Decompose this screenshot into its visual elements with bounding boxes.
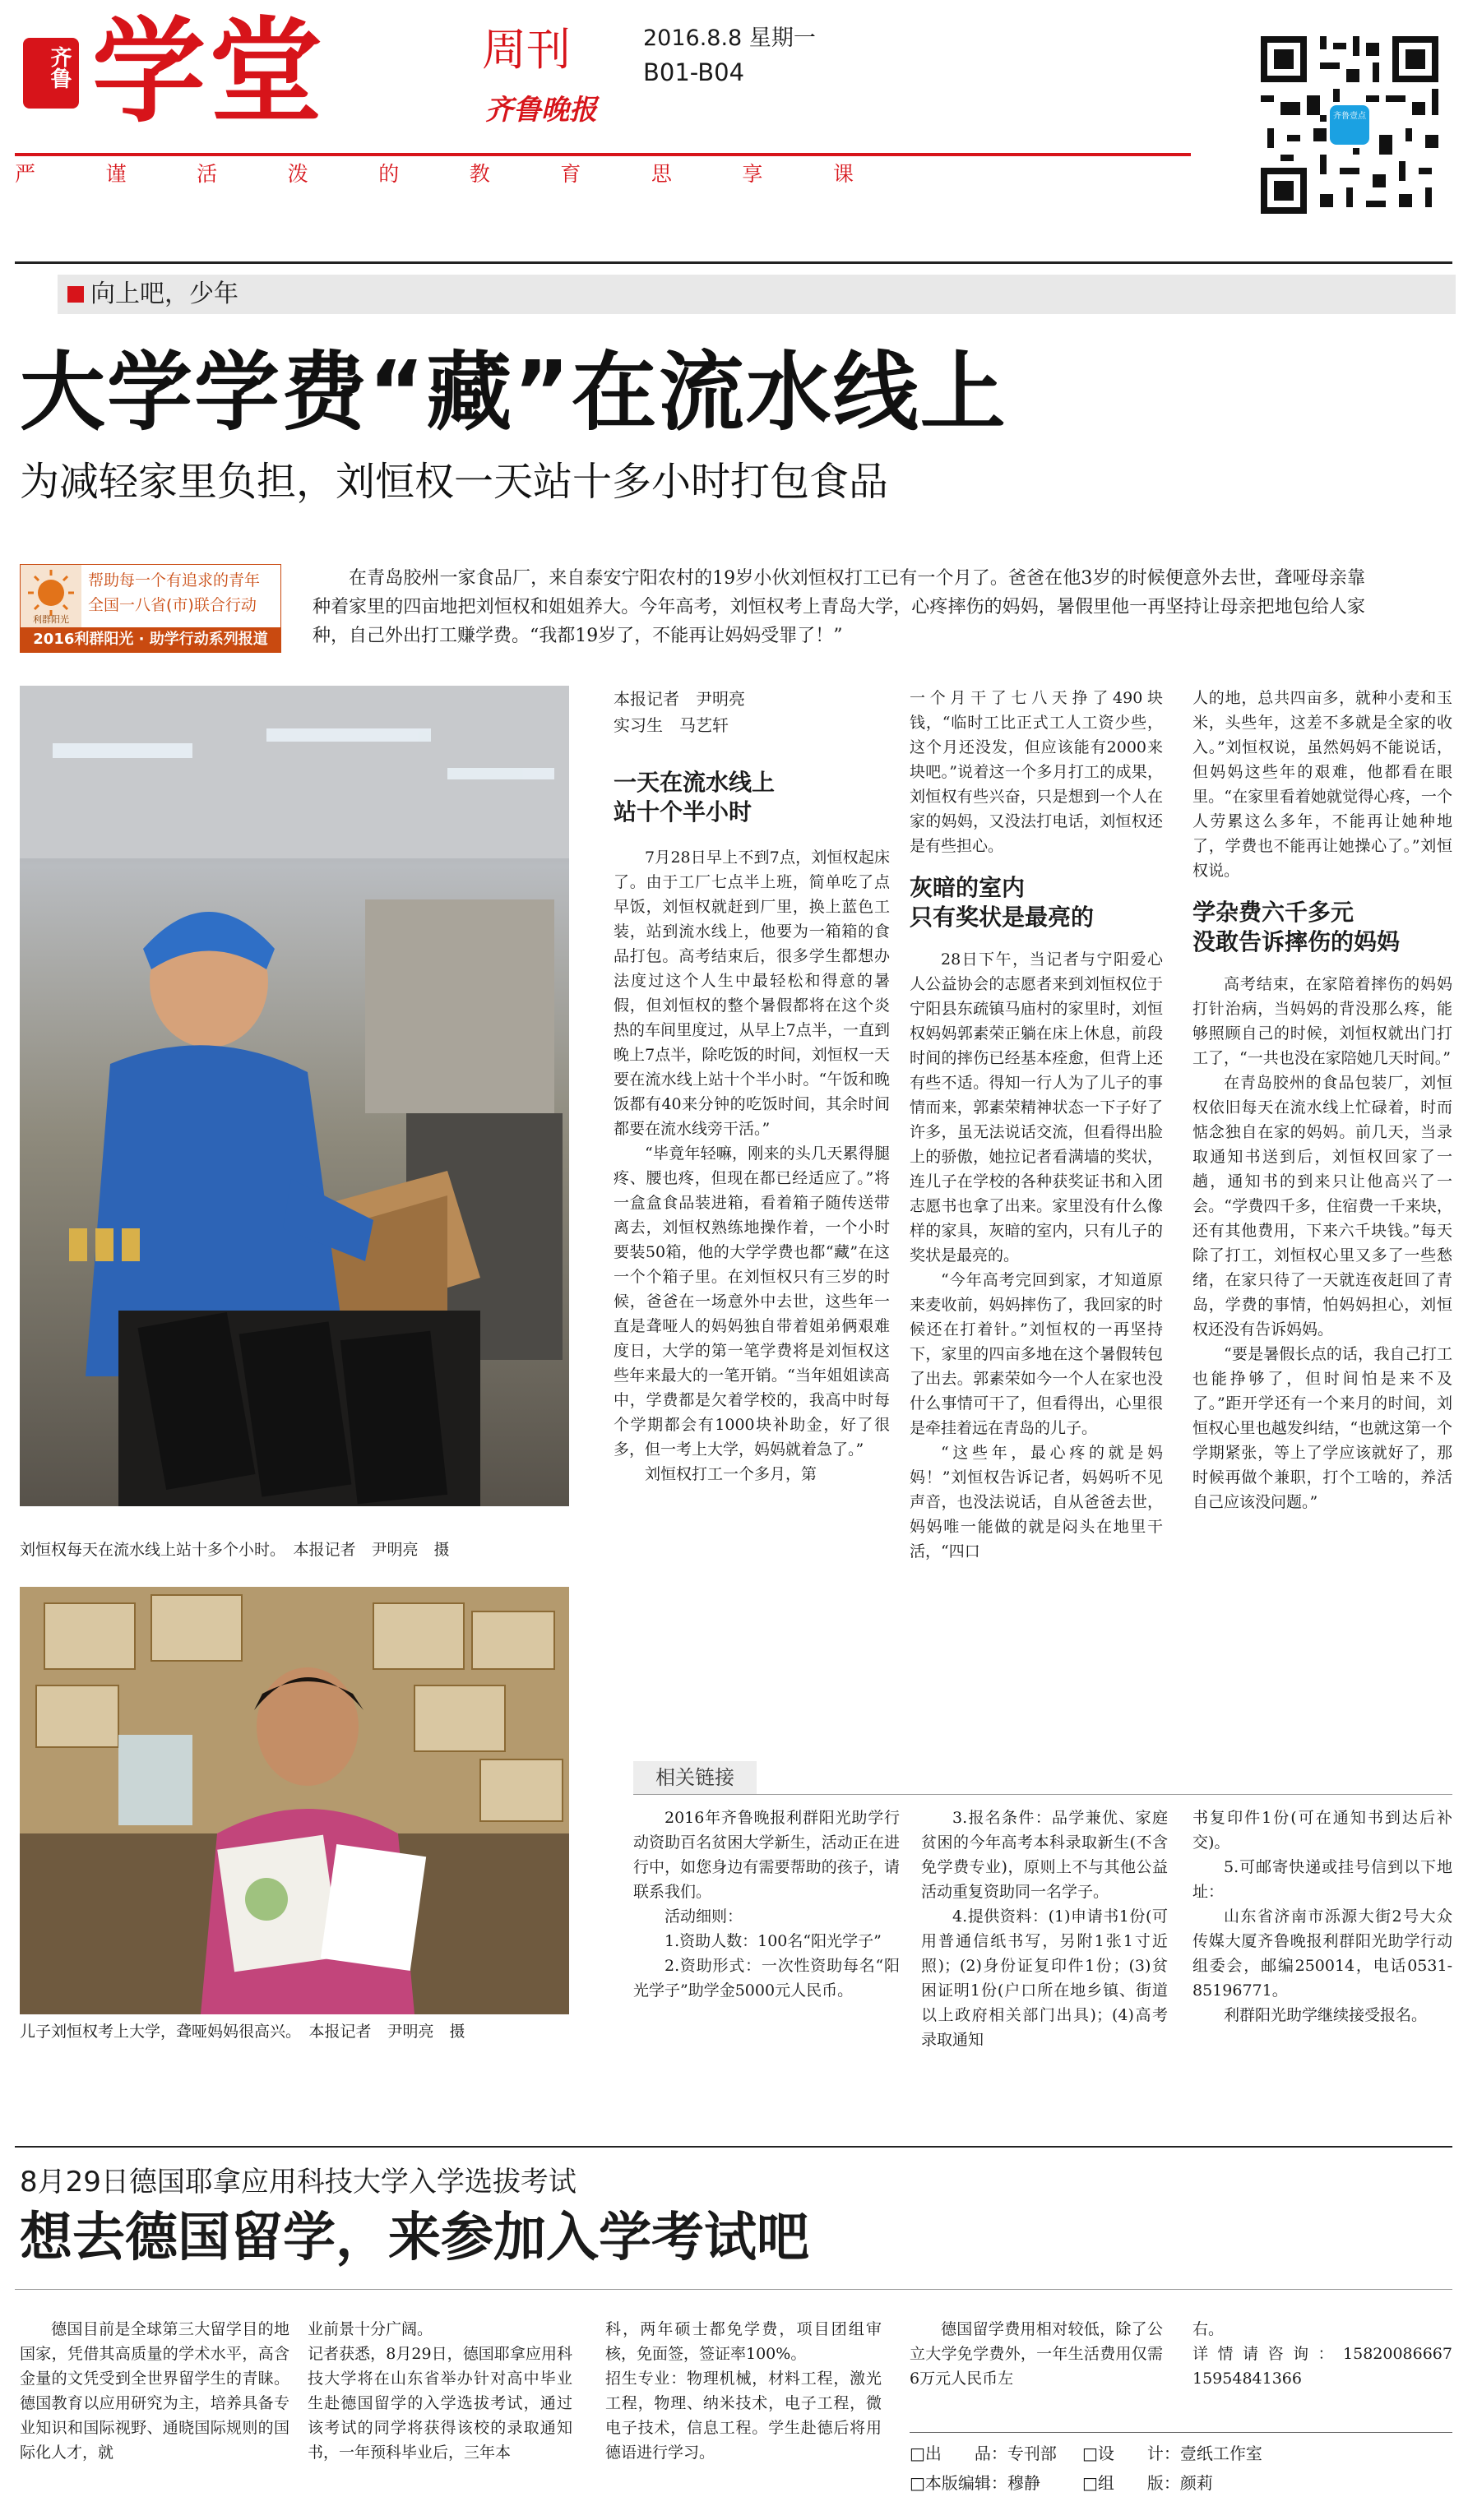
credit-designer: □设 计：壹纸工作室: [1082, 2444, 1262, 2463]
column-2-text: [910, 947, 1163, 1564]
qr-center-label: 齐鲁壹点: [1333, 112, 1366, 121]
paragraph: 人的地，总共四亩多，就种小麦和玉米，头些年，这差不多就是全家的收入。”刘恒权说，虽然妈妈不能说话，但妈妈这些年的艰难，他都看在眼里。“在家里看着她就觉得心疼，一个人劳累这么多年，不能再让她种地了，学费也不能再让她操心了。”刘恒权说。: [1192, 689, 1452, 880]
story2-column-4: [910, 2317, 1163, 2391]
story2-top-rule: [15, 2146, 1452, 2148]
paragraph: 7月28日早上不到7点，刘恒权起床了。由于工厂七点半上班，简单吃了点早饭，刘恒权就赶到厂里，换上蓝色工装，站到流水线上，他要为一箱箱的食品打包。高考结束后，很多学生都想办法度过这个人生中最轻松和得意的暑假，但刘恒权的整个暑假都将在这个炎热的车间里度过，从早上7点半，一直到晚上7点半，除吃饭的时间，刘恒权一天要在流水线上站十个半小时。“午饭和晚饭都有40来分钟的吃饭时间，其余时间都要在流水线旁干活。”: [614, 848, 890, 1138]
footer-credits: [910, 2432, 1452, 2514]
story2-divider: [15, 2289, 1452, 2290]
credit-layout: □组 版：颜莉: [1082, 2473, 1213, 2493]
slogan-char: 课: [832, 162, 854, 186]
related-label-box: [633, 1761, 757, 1794]
qr-code-icon: [1254, 30, 1445, 220]
badge-logo-text: 利群阳光: [33, 614, 69, 625]
column-3-top: [1192, 686, 1452, 883]
section-label: 向上吧，少年: [90, 280, 238, 308]
related-paragraph: 5.可邮寄快递或挂号信到以下地址：: [1192, 1858, 1452, 1901]
body-column-3: [1192, 686, 1452, 1763]
byline-reporter: 本报记者 尹明亮: [614, 689, 745, 709]
slogan-char: 严: [15, 162, 36, 186]
story2-column-3: [605, 2317, 882, 2465]
brand-title: 学堂: [92, 6, 326, 138]
slogan: [15, 160, 854, 189]
paragraph: 高考结束，在家陪着摔伤的妈妈打针治病，当妈妈的背没那么疼，能够照顾自己的时候，刘恒权就出门打工了，“一共也没在家陪她几天时间。”: [1192, 975, 1452, 1067]
footer-rule: [910, 2432, 1452, 2433]
related-label: 相关链接: [655, 1766, 734, 1789]
section-square-icon: [67, 286, 84, 303]
masthead: [0, 0, 1468, 263]
credit-producer: □出 品：专刊部: [910, 2444, 1057, 2463]
seal-text: 齐鲁: [47, 46, 72, 89]
factory-photo-illustration: [20, 686, 569, 1506]
slogan-char: 泼: [287, 162, 308, 186]
paragraph: 刘恒权打工一个多月，第: [645, 1465, 817, 1483]
paragraph: 右。 详情请咨询：15820086667 15954841366: [1192, 2320, 1452, 2388]
paragraph: “这些年，最心疼的就是妈妈！”刘恒权告诉记者，妈妈听不见声音，也没法说话，自从爸爸去世，妈妈唯一能做的就是闷头在地里干活，“四口: [910, 1444, 1163, 1561]
related-paragraph: 山东省济南市泺源大街2号大众传媒大厦齐鲁晚报利群阳光助学行动组委会，邮编250014，电话0531-85196771。: [1192, 1907, 1452, 2000]
paragraph: “今年高考完回到家，才知道原来麦收前，妈妈摔伤了，我回家的时候还在打着针。”刘恒权的一再坚持下，家里的四亩多地在这个暑假转包了出去。郭素荣如今一个人在家也没什么事情可干了，但看得出，心里很是牵挂着远在青岛的儿子。: [910, 1271, 1163, 1437]
paragraph: 德国目前是全球第三大留学目的地国家，凭借其高质量的学术水平，高含金量的文凭受到全世界留学生的青睐。德国教育以应用研究为主，培养具备专业知识和国际视野、通晓国际规则的国际化人才，就: [20, 2320, 289, 2462]
story-subheadline: 为减轻家里负担，刘恒权一天站十多小时打包食品: [20, 459, 889, 505]
related-paragraph: 2.资助形式：一次性资助每名“阳光学子”助学金5000元人民币。: [633, 1957, 900, 2000]
body-column-2: [910, 686, 1163, 1763]
story-lead: 在青岛胶州一家食品厂，来自泰安宁阳农村的19岁小伙刘恒权打工已有一个月了。爸爸在他3岁的时候便意外去世，聋哑母亲靠种着家里的四亩地把刘恒权和姐姐养大。今年高考，刘恒权考上青岛大学，心疼摔伤的妈妈，暑假里他一再坚持让母亲把地包给人家种，自己外出打工赚学费。“我都19岁了，不能再让妈妈受罪了！”: [313, 568, 1365, 646]
paragraph: 在青岛胶州的食品包装厂，刘恒权依旧每天在流水线上忙碌着，时而惦念独自在家的妈妈。前几天，当录取通知书送到后，刘恒权回家了一趟，通知书的到来只让他高兴了一会。“学费四千多，住宿费一千来块，还有其他费用，下来六千块钱。”每天除了打工，刘恒权心里又多了一些愁绪，在家只待了一天就连夜赶回了青岛，学费的事情，怕妈妈担心，刘恒权还没有告诉妈妈。: [1192, 1074, 1452, 1339]
photo-factory-caption: 刘恒权每天在流水线上站十多个小时。 本报记者 尹明亮 摄: [20, 1541, 450, 1559]
byline-intern: 实习生 马艺轩: [614, 715, 729, 735]
badge-line3: 2016利群阳光 · 助学行动系列报道: [21, 627, 280, 652]
related-paragraph: 书复印件1份(可在通知书到达后补交)。: [1192, 1809, 1452, 1852]
masthead-bottom-rule: [15, 261, 1452, 264]
seal-logo: [23, 38, 79, 109]
slogan-char: 谨: [105, 162, 127, 186]
campaign-badge: [20, 564, 281, 653]
related-column-3: [1192, 1806, 1452, 2028]
photo-mother: [20, 1587, 569, 2014]
issue-pages: B01-B04: [643, 58, 745, 86]
credit-editor: □本版编辑：穆静: [910, 2473, 1040, 2493]
related-paragraph: 活动细则：: [665, 1907, 743, 1926]
story2-column-1: [20, 2317, 289, 2465]
column-2-top: [910, 686, 1163, 858]
column-3-text: [1192, 972, 1452, 1514]
story2-kicker: 8月29日德国耶拿应用科技大学入学选拔考试: [20, 2166, 577, 2199]
subhead-1: 一天在流水线上 站十个半小时: [614, 769, 776, 825]
paragraph: 业前景十分广阔。 记者获悉，8月29日，德国耶拿应用科技大学将在山东省举办针对高中毕业生赴德国留学的入学选拔考试，通过该考试的同学将获得该校的录取通知书，一年预科毕业后，三年本: [308, 2320, 572, 2462]
story-headline: 大学学费“藏”在流水线上: [20, 342, 1007, 442]
story2-column-2: [308, 2317, 572, 2465]
section-bar: [58, 275, 1456, 314]
badge-line1: 帮助每一个有追求的青年: [88, 571, 261, 590]
paragraph: 德国留学费用相对较低，除了公立大学免学费外，一年生活费用仅需6万元人民币左: [910, 2320, 1163, 2388]
paragraph: 28日下午，当记者与宁阳爱心人公益协会的志愿者来到刘恒权位于宁阳县东疏镇马庙村的家里时，刘恒权妈妈郭素荣正躺在床上休息，前段时间的摔伤已经基本痊愈，但背上还有些不适。得知一行人为了儿子的事情而来，郭素荣精神状态一下子好了许多，虽无法说话交流，但看得出脸上的骄傲，她拉记者看满墙的奖状，连儿子在学校的各种获奖证书和入团志愿书也拿了出来。家里没有什么像样的家具，灰暗的室内，只有儿子的奖状是最亮的。: [910, 950, 1163, 1265]
related-paragraph: 1.资助人数：100名“阳光学子”: [665, 1932, 882, 1950]
body-column-1: [614, 686, 890, 1763]
slogan-char: 教: [469, 162, 490, 186]
related-paragraph: 4.提供资料：(1)申请书1份(可用普通信纸书写，另附1张1寸近照)；(2)身份证复印件1份；(3)贫困证明1份(户口所在地乡镇、街道以上政府相关部门出具)；(4)高考录取通知: [921, 1907, 1168, 2049]
related-paragraph: 3.报名条件：品学兼优、家庭贫困的今年高考本科录取新生(不含免学费专业)，原则上不与其他公益活动重复资助同一名学子。: [921, 1809, 1168, 1901]
slogan-char: 活: [197, 162, 218, 186]
masthead-rule: [15, 153, 1191, 156]
paragraph: “要是暑假长点的话，我自己打工也能挣够了，但时间怕是来不及了。”距开学还有一个来月的时间，刘恒权心里也越发纠结，“也就这第一个学期紧张，等上了学应该就好了，那时候再做个兼职，打个工啥的，养活自己应该没问题。”: [1192, 1345, 1452, 1511]
photo-mother-caption: 儿子刘恒权考上大学，聋哑妈妈很高兴。 本报记者 尹明亮 摄: [20, 2023, 465, 2041]
column-1-text: [614, 845, 890, 1487]
paragraph: “毕竟年轻嘛，刚来的头几天累得腿疼、腰也疼，但现在都已经适应了。”将一盒盒食品装进箱，看着箱子随传送带离去，刘恒权熟练地操作着，一个小时要装50箱，他的大学学费也都“藏”在这一个个箱子里。在刘恒权只有三岁的时候，爸爸在一场意外中去世，这些年一直是聋哑人的妈妈独自带着姐弟俩艰难度日，大学的第一笔学费将是刘恒权这些年来最大的一笔开销。“当年姐姐读高中，学费都是欠着学校的，我高中时每个学期都会有1000块补助金，好了很多，但一考上大学，妈妈就着急了。”: [614, 1144, 890, 1459]
slogan-char: 的: [378, 162, 400, 186]
photo-factory: [20, 686, 569, 1506]
related-column-1: [633, 1806, 900, 2003]
subhead-3: 学杂费六千多元 没敢告诉摔伤的妈妈: [1192, 899, 1401, 955]
related-paragraph: 2016年齐鲁晚报利群阳光助学行动资助百名贫困大学新生，活动正在进行中，如您身边有需要帮助的孩子，请联系我们。: [633, 1809, 900, 1901]
related-paragraph: 利群阳光助学继续接受报名。: [1224, 2006, 1428, 2024]
badge-line2: 全国一八省(市)联合行动: [88, 596, 257, 614]
slogan-char: 享: [742, 162, 763, 186]
related-rule: [633, 1794, 1452, 1795]
slogan-char: 思: [651, 162, 672, 186]
subhead-2: 灰暗的室内 只有奖状是最亮的: [910, 874, 1095, 931]
paragraph: 科，两年硕士都免学费，项目团组审核，免面签，签证率100%。 招生专业：物理机械，材料工程，激光工程，物理、纳米技术，电子工程，微电子技术，信息工程。学生赴德后将用德语进行学习。: [605, 2320, 882, 2462]
slogan-char: 育: [560, 162, 581, 186]
story2-column-5: [1192, 2317, 1452, 2391]
issue-date: 2016.8.8 星期一: [643, 25, 816, 51]
paper-name: 齐鲁晚报: [485, 94, 597, 127]
story2-headline: 想去德国留学，来参加入学考试吧: [20, 2208, 809, 2268]
badge-logo: [21, 565, 81, 627]
mother-photo-illustration: [20, 1587, 569, 2014]
weekly-label: 周刊: [482, 24, 571, 76]
paragraph: 一个月干了七八天挣了490块钱，“临时工比正式工人工资少些，这个月还没发，但应该能有2000来块吧。”说着这一个多月打工的成果，刘恒权有些兴奋，只是想到一个人在家的妈妈，又没法打电话，刘恒权还是有些担心。: [910, 689, 1163, 855]
related-column-2: [921, 1806, 1168, 2052]
qr-code[interactable]: [1254, 30, 1445, 220]
